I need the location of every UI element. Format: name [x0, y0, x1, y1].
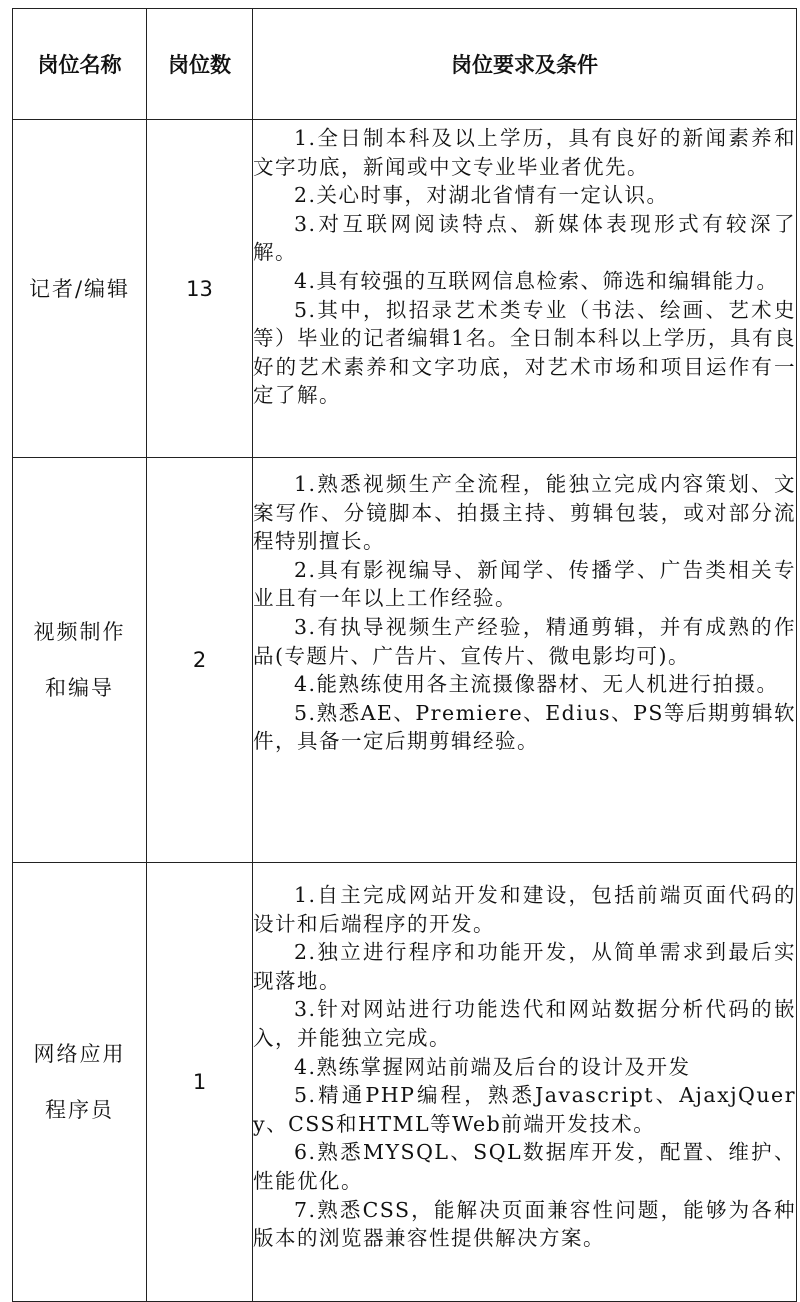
requirement-item: 4.熟练掌握网站前端及后台的设计及开发: [294, 1054, 691, 1079]
job-requirements-table: [12, 8, 797, 1302]
requirement-item: 5.其中，拟招录艺术类专业（书法、绘画、艺术史等）毕业的记者编辑1名。全日制本科以上学历，具有良好的艺术素养和文字功底，对艺术市场和项目运作有一定了解。: [253, 297, 796, 408]
position-name-cell: [13, 458, 147, 863]
requirement-item: 3.对互联网阅读特点、新媒体表现形式有较深了解。: [253, 211, 796, 265]
position-count: 13: [147, 120, 253, 458]
requirement-item: 4.能熟练使用各主流摄像器材、无人机进行拍摄。: [294, 672, 779, 697]
requirement-item: 6.熟悉MYSQL、SQL数据库开发，配置、维护、性能优化。: [253, 1140, 796, 1193]
table-row: [13, 863, 797, 1302]
position-name: 记者/编辑: [28, 276, 131, 301]
requirement-item: 4.具有较强的互联网信息检索、筛选和编辑能力。: [294, 268, 779, 293]
requirements-cell: [253, 120, 797, 458]
requirement-item: 5.熟悉AE、Premiere、Edius、PS等后期剪辑软件，具备一定后期剪辑经验。: [253, 700, 796, 754]
header-requirements: 岗位要求及条件: [253, 9, 797, 120]
requirement-item: 3.针对网站进行功能迭代和网站数据分析代码的嵌入，并能独立完成。: [253, 997, 796, 1050]
position-count: 1: [147, 863, 253, 1302]
requirement-item: 2.关心时事，对湖北省情有一定认识。: [294, 183, 669, 208]
header-position-count: 岗位数: [147, 9, 253, 120]
table-row: [13, 120, 797, 458]
requirement-item: 2.具有影视编导、新闻学、传播学、广告类相关专业且有一年以上工作经验。: [253, 557, 796, 611]
requirement-item: 2.独立进行程序和功能开发，从简单需求到最后实现落地。: [253, 940, 796, 993]
table-row: [13, 458, 797, 863]
requirement-item: 1.自主完成网站开发和建设，包括前端页面代码的设计和后端程序的开发。: [253, 883, 796, 936]
table-header-row: [13, 9, 797, 120]
requirement-item: 5.精通PHP编程，熟悉Javascript、AjaxjQuery、CSS和HTML等Web前端开发技术。: [253, 1083, 796, 1136]
position-name-line: 和编导: [45, 676, 114, 700]
position-name-line: 视频制作: [33, 620, 126, 644]
requirement-item: 3.有执导视频生产经验，精通剪辑，并有成熟的作品(专题片、广告片、宣传片、微电影均可)。: [253, 614, 796, 668]
position-name-cell: [13, 863, 147, 1302]
requirements-cell: [253, 863, 797, 1302]
position-name-line: 网络应用: [33, 1042, 126, 1066]
requirement-item: 7.熟悉CSS，能解决页面兼容性问题，能够为各种版本的浏览器兼容性提供解决方案。: [253, 1197, 796, 1251]
position-count: 2: [147, 458, 253, 863]
position-name-cell: [13, 120, 147, 458]
position-name-line: 程序员: [45, 1098, 114, 1122]
requirements-cell: [253, 458, 797, 863]
requirement-item: 1.全日制本科及以上学历，具有良好的新闻素养和文字功底，新闻或中文专业毕业者优先。: [253, 126, 796, 179]
requirement-item: 1.熟悉视频生产全流程，能独立完成内容策划、文案写作、分镜脚本、拍摄主持、剪辑包装，或对部分流程特别擅长。: [253, 472, 796, 554]
header-position-name: 岗位名称: [13, 9, 147, 120]
